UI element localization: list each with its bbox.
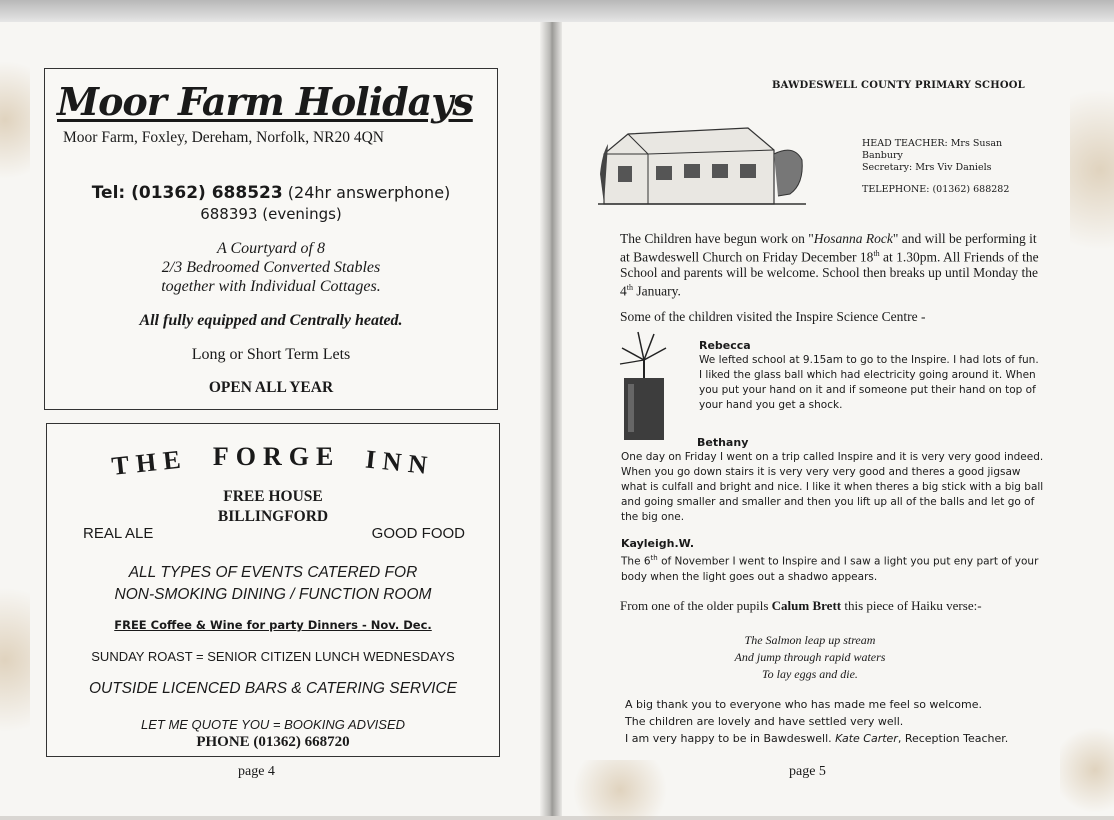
intro-paragraph [620,231,1046,298]
good-food: GOOD FOOD [371,525,465,542]
page-stain [0,40,30,200]
haiku-intro-text: From one of the older pupils [620,598,772,613]
child-text-part: The 6 [621,555,651,568]
moor-farm-advert [44,68,498,410]
moor-farm-equipped: All fully equipped and Centrally heated. [139,312,403,329]
school-telephone: TELEPHONE: (01362) 688282 [862,184,1010,195]
events-line: NON-SMOKING DINING / FUNCTION ROOM [114,586,432,603]
intro-text: The Children have begun work on " [620,231,814,246]
school-name: BAWDESWELL COUNTY PRIMARY SCHOOL [772,80,1025,91]
page-number-4: page 4 [238,764,275,779]
page-number-5: page 5 [789,764,826,779]
play-title: Hosanna Rock [813,231,893,246]
moor-farm-evening-tel: 688393 (evenings) [200,205,342,223]
page-stain [560,760,680,820]
superscript: th [873,249,880,258]
forge-inn-title [47,442,499,481]
thanks-line: The children are lovely and have settled very well. [625,715,904,728]
school-building-sketch [598,114,806,208]
forge-inn-events [47,562,499,606]
forge-inn-phone: PHONE (01362) 668720 [196,734,350,750]
sunday-roast: SUNDAY ROAST = SENIOR CITIZEN LUNCH WEDNESDAYS [91,649,455,664]
thanks-line [625,730,1045,747]
haiku-line: And jump through rapid waters [734,650,886,664]
moor-farm-telephone [45,183,497,203]
desc-line: A Courtyard of 8 [216,240,325,257]
haiku-verse [680,632,940,683]
haiku-line: The Salmon leap up stream [744,633,876,647]
tel-number: Tel: (01362) 688523 [91,183,283,203]
real-ale: REAL ALE [83,525,154,542]
child-name: Kayleigh.W. [621,537,695,550]
child-name: Bethany [697,436,749,449]
quote-booking: LET ME QUOTE YOU = BOOKING ADVISED [140,717,406,732]
secretary: Secretary: Mrs Viv Daniels [862,162,992,173]
moor-farm-logo: Moor Farm Holidays [57,79,473,124]
scanner-top-edge [0,0,1114,22]
school-info [862,138,1042,196]
visit-line: Some of the children visited the Inspire Science Centre - [620,309,926,324]
forge-inn-advert [46,423,500,757]
intro-text: January. [632,283,681,298]
moor-farm-address: Moor Farm, Foxley, Dereham, Norfolk, NR20 4QN [63,129,385,146]
thanks-line: A big thank you to everyone who has made me feel so welcome. [625,698,983,711]
head-teacher: HEAD TEACHER: Mrs Susan Banbury [862,138,1003,161]
haiku-line: To lay eggs and die. [762,667,858,681]
thank-you-note [625,696,1045,747]
events-line: ALL TYPES OF EVENTS CATERED FOR [128,564,418,581]
rebecca-entry [699,338,1045,413]
moor-farm-description [45,239,497,296]
superscript: th [650,554,658,562]
thanks-text: , Reception Teacher. [897,732,1009,745]
place-name: BILLINGFORD [217,508,329,525]
child-name: Rebecca [699,339,751,352]
title-word: THE [110,444,190,481]
title-word: FORGE [212,442,341,471]
intro-text: at 1.30pm. All Friends of the School and parents will be welcome. School then breaks up until Monday the 4 [620,249,1039,298]
page-stain [0,560,30,760]
page-stain [1070,60,1114,280]
child-text: One day on Friday I went on a trip called Inspire and it is very very good indeed. When you go down stairs it is very very very good and theres a good jigsaw what is culfall and bright and nice. I like it when theres a big stick with a big ball and going smaller and smaller and then you lift up all of the balls and let go of the big one. [621,451,1044,523]
child-text-part: of November I went to Inspire and I saw a light you put eny part of your body when the light goes out a shadwo appears. [621,555,1039,583]
windmill-drawing [618,328,670,443]
outside-bars: OUTSIDE LICENCED BARS & CATERING SERVICE [88,680,458,697]
desc-line: together with Individual Cottages. [161,278,381,295]
teacher-name: Kate Carter [835,732,898,745]
thanks-text: I am very happy to be in Bawdeswell. [625,732,836,745]
moor-farm-lets: Long or Short Term Lets [191,346,351,363]
book-gutter [540,22,562,816]
child-text: We lefted school at 9.15am to go to the Inspire. I had lots of fun. I liked the glass ball which had electricity going around it. When you put your hand on it and if someone put their hand on top of your hand you get a shock. [699,354,1039,411]
haiku-intro-text: this piece of Haiku verse:- [841,598,982,613]
haiku-intro [620,598,1046,613]
bethany-entry [621,435,1049,525]
desc-line: 2/3 Bedroomed Converted Stables [161,259,381,276]
free-coffee-offer: FREE Coffee & Wine for party Dinners - Nov. Dec. [114,618,432,632]
title-word: INN [363,444,436,481]
intro-text: " and will be performing it at Bawdeswell Church on Friday December 18 [620,231,1037,265]
child-text [621,551,1041,585]
haiku-author: Calum Brett [771,598,842,613]
tel-note: (24hr answerphone) [282,183,451,202]
moor-farm-open: OPEN ALL YEAR [208,379,334,396]
superscript: th [626,282,633,292]
kayleigh-entry [621,536,1041,585]
page-stain [1060,720,1114,820]
forge-inn-free-house [47,487,499,527]
free-house: FREE HOUSE [223,488,323,505]
